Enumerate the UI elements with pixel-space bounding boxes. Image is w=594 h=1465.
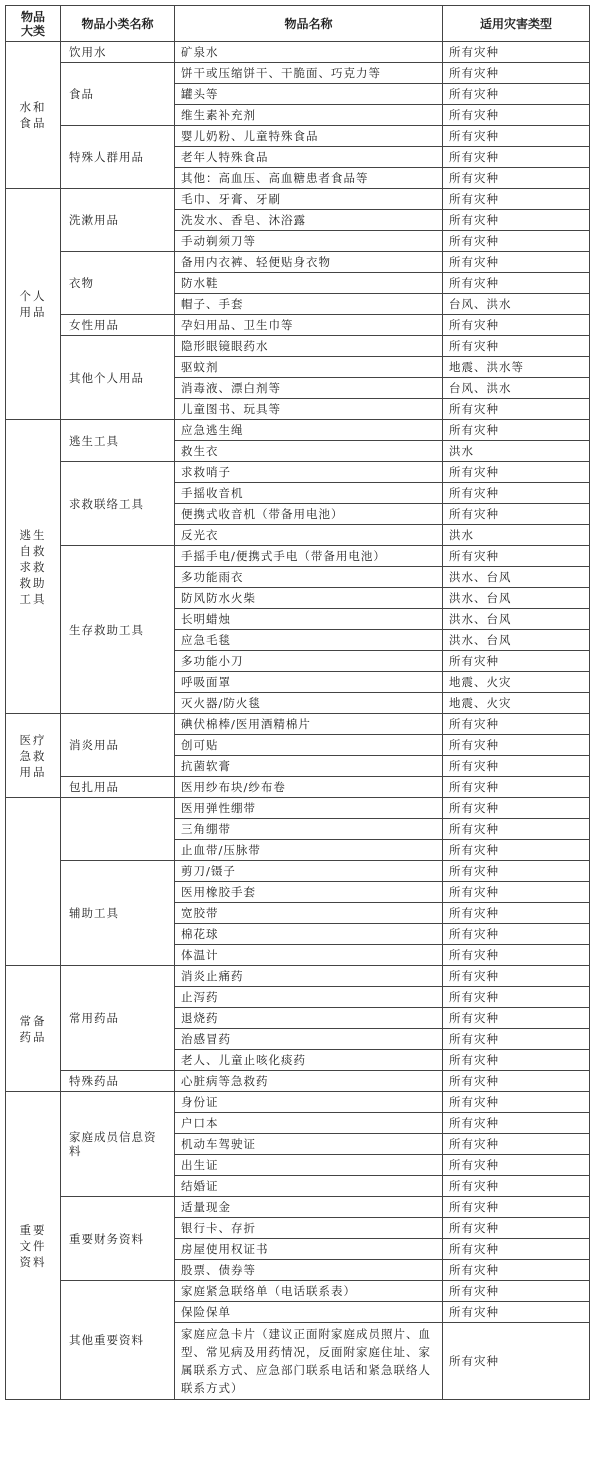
disaster-type-cell: 所有灾种 (443, 777, 590, 798)
item-name-cell: 防水鞋 (175, 273, 443, 294)
table-row (6, 798, 590, 819)
subcategory-cell: 洗漱用品 (61, 189, 175, 252)
disaster-type-cell: 所有灾种 (443, 1176, 590, 1197)
category-cell: 医疗 急救 用品 (6, 714, 61, 798)
disaster-type-cell: 所有灾种 (443, 42, 590, 63)
item-name-cell: 婴儿奶粉、儿童特殊食品 (175, 126, 443, 147)
table-row (6, 1092, 590, 1113)
category-cell (6, 798, 61, 966)
item-name-cell: 消毒液、漂白剂等 (175, 378, 443, 399)
item-name-cell: 止血带/压脉带 (175, 840, 443, 861)
disaster-type-cell: 所有灾种 (443, 924, 590, 945)
table-row (6, 315, 590, 336)
disaster-type-cell: 所有灾种 (443, 105, 590, 126)
table-row (6, 189, 590, 210)
disaster-type-cell: 所有灾种 (443, 273, 590, 294)
subcategory-cell: 食品 (61, 63, 175, 126)
item-name-cell: 剪刀/镊子 (175, 861, 443, 882)
item-name-cell: 驱蚊剂 (175, 357, 443, 378)
category-cell: 重要 文件 资料 (6, 1092, 61, 1400)
item-name-cell: 反光衣 (175, 525, 443, 546)
item-name-cell: 洗发水、香皂、沐浴露 (175, 210, 443, 231)
disaster-type-cell: 所有灾种 (443, 168, 590, 189)
disaster-type-cell: 所有灾种 (443, 462, 590, 483)
disaster-type-cell: 所有灾种 (443, 1071, 590, 1092)
item-name-cell: 多功能雨衣 (175, 567, 443, 588)
disaster-type-cell: 所有灾种 (443, 483, 590, 504)
subcategory-cell (61, 798, 175, 861)
table-row (6, 336, 590, 357)
table-row (6, 714, 590, 735)
disaster-type-cell: 洪水 (443, 441, 590, 462)
subcategory-cell: 求救联络工具 (61, 462, 175, 546)
item-name-cell: 体温计 (175, 945, 443, 966)
subcategory-cell: 逃生工具 (61, 420, 175, 462)
disaster-type-cell: 所有灾种 (443, 1008, 590, 1029)
disaster-type-cell: 所有灾种 (443, 714, 590, 735)
disaster-type-cell: 所有灾种 (443, 210, 590, 231)
disaster-type-cell: 所有灾种 (443, 1239, 590, 1260)
item-name-cell: 长明蜡烛 (175, 609, 443, 630)
disaster-type-cell: 所有灾种 (443, 315, 590, 336)
disaster-type-cell: 所有灾种 (443, 735, 590, 756)
item-name-cell: 创可贴 (175, 735, 443, 756)
subcategory-cell: 重要财务资料 (61, 1197, 175, 1281)
emergency-supplies-table (5, 5, 590, 1400)
item-name-cell: 身份证 (175, 1092, 443, 1113)
subcategory-cell: 女性用品 (61, 315, 175, 336)
header-category: 物品 大类 (6, 6, 61, 42)
category-cell: 水和 食品 (6, 42, 61, 189)
item-name-cell: 出生证 (175, 1155, 443, 1176)
disaster-type-cell: 所有灾种 (443, 231, 590, 252)
item-name-cell: 碘伏棉棒/医用酒精棉片 (175, 714, 443, 735)
item-name-cell: 退烧药 (175, 1008, 443, 1029)
header-subcategory: 物品小类名称 (61, 6, 175, 42)
table-body (6, 42, 590, 1400)
item-name-cell: 多功能小刀 (175, 651, 443, 672)
item-name-cell: 机动车驾驶证 (175, 1134, 443, 1155)
subcategory-cell: 特殊人群用品 (61, 126, 175, 189)
table-row (6, 1197, 590, 1218)
disaster-type-cell: 地震、火灾 (443, 672, 590, 693)
disaster-type-cell: 所有灾种 (443, 189, 590, 210)
disaster-type-cell: 所有灾种 (443, 651, 590, 672)
item-name-cell: 抗菌软膏 (175, 756, 443, 777)
disaster-type-cell: 洪水、台风 (443, 588, 590, 609)
subcategory-cell: 生存救助工具 (61, 546, 175, 714)
disaster-type-cell: 台风、洪水 (443, 294, 590, 315)
disaster-type-cell: 所有灾种 (443, 1050, 590, 1071)
disaster-type-cell: 洪水 (443, 525, 590, 546)
table-row (6, 42, 590, 63)
item-name-cell: 应急毛毯 (175, 630, 443, 651)
item-name-cell: 治感冒药 (175, 1029, 443, 1050)
subcategory-cell: 包扎用品 (61, 777, 175, 798)
table-row (6, 777, 590, 798)
disaster-type-cell: 所有灾种 (443, 945, 590, 966)
item-name-cell: 手摇收音机 (175, 483, 443, 504)
disaster-type-cell: 所有灾种 (443, 399, 590, 420)
item-name-cell: 老人、儿童止咳化痰药 (175, 1050, 443, 1071)
item-name-cell: 罐头等 (175, 84, 443, 105)
disaster-type-cell: 所有灾种 (443, 1113, 590, 1134)
item-name-cell: 保险保单 (175, 1302, 443, 1323)
header-item-name: 物品名称 (175, 6, 443, 42)
item-name-cell: 户口本 (175, 1113, 443, 1134)
item-name-cell: 心脏病等急救药 (175, 1071, 443, 1092)
table-row (6, 462, 590, 483)
disaster-type-cell: 所有灾种 (443, 546, 590, 567)
item-name-cell: 呼吸面罩 (175, 672, 443, 693)
item-name-cell: 毛巾、牙膏、牙刷 (175, 189, 443, 210)
disaster-type-cell: 所有灾种 (443, 1092, 590, 1113)
item-name-cell: 维生素补充剂 (175, 105, 443, 126)
item-name-cell: 家庭应急卡片（建议正面附家庭成员照片、血型、常见病及用药情况，反面附家庭住址、家属联系方式、应急部门联系电话和紧急联络人联系方式） (175, 1323, 443, 1400)
disaster-type-cell: 所有灾种 (443, 1155, 590, 1176)
subcategory-cell: 消炎用品 (61, 714, 175, 777)
disaster-type-cell: 所有灾种 (443, 252, 590, 273)
disaster-type-cell: 所有灾种 (443, 798, 590, 819)
item-name-cell: 救生衣 (175, 441, 443, 462)
item-name-cell: 帽子、手套 (175, 294, 443, 315)
disaster-type-cell: 所有灾种 (443, 840, 590, 861)
disaster-type-cell: 地震、洪水等 (443, 357, 590, 378)
disaster-type-cell: 洪水、台风 (443, 609, 590, 630)
item-name-cell: 医用纱布块/纱布卷 (175, 777, 443, 798)
item-name-cell: 医用弹性绷带 (175, 798, 443, 819)
category-cell: 个人 用品 (6, 189, 61, 420)
disaster-type-cell: 地震、火灾 (443, 693, 590, 714)
header-row (6, 6, 590, 42)
disaster-type-cell: 台风、洪水 (443, 378, 590, 399)
item-name-cell: 手摇手电/便携式手电（带备用电池） (175, 546, 443, 567)
item-name-cell: 房屋使用权证书 (175, 1239, 443, 1260)
table-row (6, 546, 590, 567)
table-row (6, 966, 590, 987)
item-name-cell: 饼干或压缩饼干、干脆面、巧克力等 (175, 63, 443, 84)
subcategory-cell: 其他个人用品 (61, 336, 175, 420)
category-cell: 逃生 自救 求救 救助 工具 (6, 420, 61, 714)
disaster-type-cell: 所有灾种 (443, 336, 590, 357)
disaster-type-cell: 洪水、台风 (443, 567, 590, 588)
subcategory-cell: 其他重要资料 (61, 1281, 175, 1400)
item-name-cell: 隐形眼镜眼药水 (175, 336, 443, 357)
disaster-type-cell: 所有灾种 (443, 1218, 590, 1239)
category-cell: 常备 药品 (6, 966, 61, 1092)
item-name-cell: 防风防水火柴 (175, 588, 443, 609)
subcategory-cell: 辅助工具 (61, 861, 175, 966)
item-name-cell: 老年人特殊食品 (175, 147, 443, 168)
item-name-cell: 其他：高血压、高血糖患者食品等 (175, 168, 443, 189)
subcategory-cell: 家庭成员信息资料 (61, 1092, 175, 1197)
table-row (6, 252, 590, 273)
disaster-type-cell: 所有灾种 (443, 819, 590, 840)
table-row (6, 63, 590, 84)
item-name-cell: 应急逃生绳 (175, 420, 443, 441)
disaster-type-cell: 所有灾种 (443, 756, 590, 777)
disaster-type-cell: 洪水、台风 (443, 630, 590, 651)
item-name-cell: 宽胶带 (175, 903, 443, 924)
disaster-type-cell: 所有灾种 (443, 504, 590, 525)
disaster-type-cell: 所有灾种 (443, 987, 590, 1008)
table-row (6, 126, 590, 147)
subcategory-cell: 特殊药品 (61, 1071, 175, 1092)
item-name-cell: 棉花球 (175, 924, 443, 945)
table-row (6, 861, 590, 882)
item-name-cell: 矿泉水 (175, 42, 443, 63)
item-name-cell: 止泻药 (175, 987, 443, 1008)
item-name-cell: 三角绷带 (175, 819, 443, 840)
header-disaster-type: 适用灾害类型 (443, 6, 590, 42)
disaster-type-cell: 所有灾种 (443, 420, 590, 441)
subcategory-cell: 饮用水 (61, 42, 175, 63)
disaster-type-cell: 所有灾种 (443, 84, 590, 105)
table-row (6, 420, 590, 441)
subcategory-cell: 常用药品 (61, 966, 175, 1071)
table-row (6, 1071, 590, 1092)
disaster-type-cell: 所有灾种 (443, 1197, 590, 1218)
disaster-type-cell: 所有灾种 (443, 1323, 590, 1400)
item-name-cell: 便携式收音机（带备用电池） (175, 504, 443, 525)
disaster-type-cell: 所有灾种 (443, 1029, 590, 1050)
subcategory-cell: 衣物 (61, 252, 175, 315)
disaster-type-cell: 所有灾种 (443, 966, 590, 987)
item-name-cell: 医用橡胶手套 (175, 882, 443, 903)
item-name-cell: 结婚证 (175, 1176, 443, 1197)
disaster-type-cell: 所有灾种 (443, 882, 590, 903)
disaster-type-cell: 所有灾种 (443, 1281, 590, 1302)
item-name-cell: 儿童图书、玩具等 (175, 399, 443, 420)
item-name-cell: 股票、债券等 (175, 1260, 443, 1281)
disaster-type-cell: 所有灾种 (443, 1260, 590, 1281)
item-name-cell: 家庭紧急联络单（电话联系表） (175, 1281, 443, 1302)
disaster-type-cell: 所有灾种 (443, 1302, 590, 1323)
disaster-type-cell: 所有灾种 (443, 861, 590, 882)
disaster-type-cell: 所有灾种 (443, 63, 590, 84)
item-name-cell: 消炎止痛药 (175, 966, 443, 987)
table-row (6, 1281, 590, 1302)
disaster-type-cell: 所有灾种 (443, 1134, 590, 1155)
item-name-cell: 适量现金 (175, 1197, 443, 1218)
item-name-cell: 手动剃须刀等 (175, 231, 443, 252)
disaster-type-cell: 所有灾种 (443, 147, 590, 168)
disaster-type-cell: 所有灾种 (443, 903, 590, 924)
disaster-type-cell: 所有灾种 (443, 126, 590, 147)
item-name-cell: 灭火器/防火毯 (175, 693, 443, 714)
item-name-cell: 银行卡、存折 (175, 1218, 443, 1239)
item-name-cell: 求救哨子 (175, 462, 443, 483)
item-name-cell: 孕妇用品、卫生巾等 (175, 315, 443, 336)
item-name-cell: 备用内衣裤、轻便贴身衣物 (175, 252, 443, 273)
